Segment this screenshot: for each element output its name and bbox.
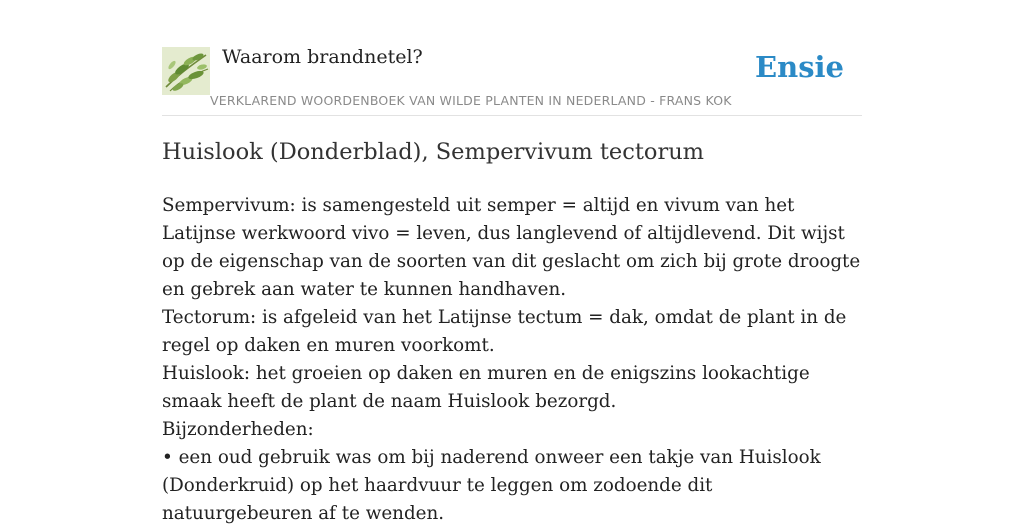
- paragraph-sempervivum: Sempervivum: is samengesteld uit semper = altijd en vivum van het Latijnse werkwoord vivo = leven, dus langlevend of altijdlevend. Dit wijst op de eigenschap van de soorten van dit geslacht om zich bij grote droogte en gebrek aan water te kunnen handhaven.: [162, 195, 861, 300]
- paragraph-huislook: Huislook: het groeien op daken en muren en de enigszins lookachtige smaak heeft de plant de naam Huislook bezorgd.: [162, 363, 810, 412]
- brand-logo[interactable]: Ensie: [755, 50, 844, 84]
- site-subtitle: VERKLAREND WOORDENBOEK VAN WILDE PLANTEN IN NEDERLAND - FRANS KOK: [210, 93, 732, 108]
- plant-illustration-icon: [162, 47, 210, 95]
- site-header: [162, 46, 862, 116]
- page-title: Huislook (Donderblad), Sempervivum tectorum: [162, 139, 705, 165]
- entry-body: [162, 192, 862, 528]
- paragraph-bijzonderheden-item: • een oud gebruik was om bij naderend onweer een takje van Huislook (Donderkruid) op het haardvuur te leggen om zodoende dit natuurgebeuren af te wenden.: [162, 447, 821, 524]
- paragraph-tectorum: Tectorum: is afgeleid van het Latijnse tectum = dak, omdat de plant in de regel op daken en muren voorkomt.: [162, 307, 847, 356]
- paragraph-bijzonderheden-heading: Bijzonderheden:: [162, 419, 314, 440]
- site-title[interactable]: Waarom brandnetel?: [222, 46, 423, 68]
- avatar[interactable]: [162, 47, 210, 95]
